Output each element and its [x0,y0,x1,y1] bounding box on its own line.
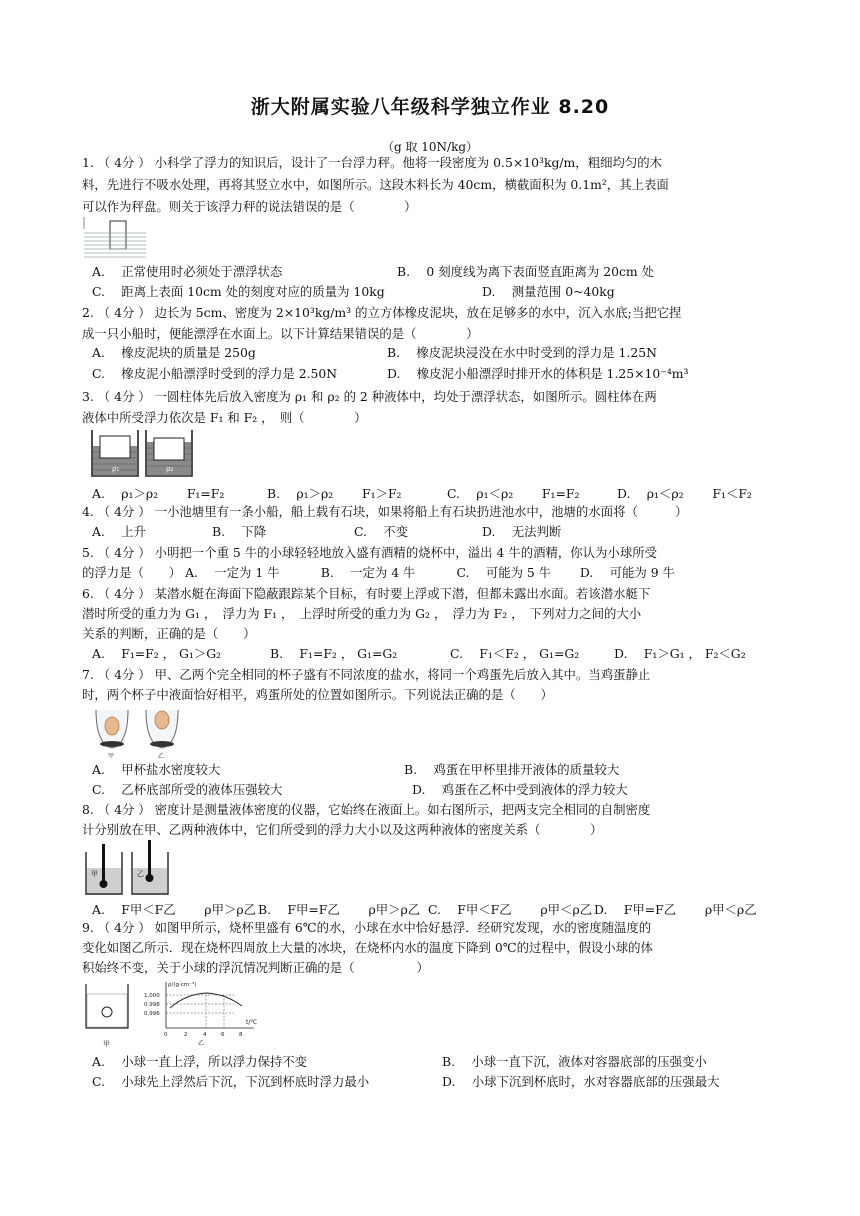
y-tick-0996: 0.996 [144,1011,160,1017]
water-density-vs-temperature-chart [144,981,257,1047]
hydrometer-beakers-figure [82,838,174,898]
question-8-options [92,900,792,920]
question-2-options-row-1 [92,343,792,363]
x-tick-0: 0 [164,1032,168,1038]
question-1-line-1: 1. （ 4分 ） 小科学了浮力的知识后，设计了一台浮力秤。他将一段密度为 0.5×10³kg/m，粗细均匀的木 [82,155,663,170]
q2-option-c[interactable]: C. 橡皮泥小船漂浮时受到的浮力是 2.50N [92,366,338,381]
q3-option-a[interactable]: A. ρ₁＞ρ₂ F₁=F₂ [92,486,225,501]
question-7-line-2: 时，两个杯子中液面恰好相平，鸡蛋所处的位置如图所示。下列说法正确的是（ ） [82,687,553,702]
question-6-options [92,644,792,664]
q9-option-d[interactable]: D. 小球下沉到杯底时，水对容器底部的压强最大 [442,1074,720,1089]
y-tick-0998: 0.998 [144,1002,160,1008]
question-3-options [92,484,792,504]
q1-option-a[interactable]: A. 正常使用时必须处于漂浮状态 [92,264,283,279]
question-2-line-2: 成一只小船时，便能漂浮在水面上。以下计算结果错误的是（ ） [82,326,479,341]
figure-yi-label: 乙 [198,1040,205,1047]
cup-yi-label: 乙 [158,753,165,760]
q9-option-a[interactable]: A. 小球一直上浮，所以浮力保持不变 [92,1054,308,1069]
q1-option-b[interactable]: B. 0 刻度线为离下表面竖直距离为 20cm 处 [397,264,654,279]
x-axis-label: t/℃ [246,1019,258,1026]
q4-option-d[interactable]: D. 无法判断 [482,524,562,539]
q9-option-b[interactable]: B. 小球一直下沉，液体对容器底部的压强变小 [442,1054,707,1069]
worksheet-subtitle: （g 取 10N/kg） [381,140,479,154]
q4-option-c[interactable]: C. 不变 [354,524,409,539]
question-1-line-2: 料，先进行不吸水处理，再将其竖立水中，如图所示。这段木料长为 40cm，横截面积为 0.1m²，其上表面 [82,177,669,192]
question-6-line-3: 关系的判断，正确的是（ ） [82,626,256,641]
ball-beaker-figure-jia [82,978,262,1054]
question-4-line-1: 4. （ 4分 ） 一小池塘里有一条小船，船上载有石块，如果将船上有石块扔进池水中，池塘的水面将（ ） [82,504,688,519]
q1-option-c[interactable]: C. 距离上表面 10cm 处的刻度对应的质量为 10kg [92,284,385,299]
rho1-label: ρ₁ [112,465,120,473]
q4-option-b[interactable]: B. 下降 [212,524,267,539]
question-2-line-1: 2. （ 4分 ） 边长为 5cm、密度为 2×10³kg/m³ 的立方体橡皮泥块，放在足够多的水中，沉入水底;当把它捏 [82,305,682,320]
q3-option-c[interactable]: C. ρ₁＜ρ₂ F₁=F₂ [447,486,580,501]
question-1-options-row-2 [92,282,792,302]
question-7-options-row-2 [92,780,792,800]
q7-option-d[interactable]: D. 鸡蛋在乙杯中受到液体的浮力较大 [412,782,628,797]
egg-in-salt-water-figure [90,704,190,760]
q3-option-d[interactable]: D. ρ₁＜ρ₂ F₁＜F₂ [617,486,752,501]
q9-option-c[interactable]: C. 小球先上浮然后下沉，下沉到杯底时浮力最小 [92,1074,370,1089]
question-6-line-1: 6. （ 4分 ） 某潜水艇在海面下隐蔽跟踪某个目标，有时要上浮或下潜，但都未露出水面。若该潜水艇下 [82,586,651,601]
q4-option-a[interactable]: A. 上升 [92,524,146,539]
y-axis-label: ρ/(g·cm⁻³) [168,982,197,988]
q2-option-d[interactable]: D. 橡皮泥小船漂浮时排开水的体积是 1.25×10⁻⁴m³ [387,366,689,381]
question-5-line-2: 的浮力是（ ） A. 一定为 1 牛 B. 一定为 4 牛 C. 可能为 5 牛 D. 可能为 9 牛 [82,565,675,580]
beaker-yi-label: 乙 [137,870,144,878]
question-1-options-row-1 [92,262,792,282]
q7-option-b[interactable]: B. 鸡蛋在甲杯里排开液体的质量较大 [404,762,620,777]
question-3-line-2: 液体中所受浮力依次是 F₁ 和 F₂ ， 则（ ） [82,410,367,425]
rho2-label: ρ₂ [166,465,174,473]
worksheet-title: 浙大附属实验八年级科学独立作业 8.20 [250,96,610,118]
question-9-options-row-2 [92,1072,792,1092]
question-3-line-1: 3. （ 4分 ） 一圆柱体先后放入密度为 ρ₁ 和 ρ₂ 的 2 种液体中，均处于漂浮状态，如图所示。圆柱体在两 [82,389,657,404]
question-5-line-1: 5. （ 4分 ） 小明把一个重 5 牛的小球轻轻地放入盛有酒精的烧杯中，溢出 4 牛的酒精，你认为小球所受 [82,545,657,560]
x-tick-6: 6 [221,1032,225,1038]
x-tick-2: 2 [184,1032,188,1038]
q3-option-b[interactable]: B. ρ₁＞ρ₂ F₁＞F₂ [267,486,402,501]
question-1-line-3: 可以作为秤盘。则关于该浮力秤的说法错误的是（ ） [82,199,417,214]
question-8-line-2: 计分别放在甲、乙两种液体中，它们所受到的浮力大小以及这两种液体的密度关系（ ） [82,822,603,837]
q6-option-a[interactable]: A. F₁=F₂ ， G₁＞G₂ [92,646,222,661]
beaker-jia-label: 甲 [91,870,98,878]
x-tick-4: 4 [203,1032,207,1038]
cup-jia-label: 甲 [108,753,115,760]
question-7-options-row-1 [92,760,792,780]
q1-option-d[interactable]: D. 测量范围 0~40kg [482,284,615,299]
question-9-line-3: 积始终不变，关于小球的浮沉情况判断正确的是（ ） [82,960,429,975]
figure-jia-label: 甲 [103,1040,110,1048]
q7-option-c[interactable]: C. 乙杯底部所受的液体压强较大 [92,782,283,797]
question-9-line-1: 9. （ 4分 ） 如图甲所示，烧杯里盛有 6℃的水，小球在水中恰好悬浮．经研究发现，水的密度随温度的 [82,920,652,935]
question-2-options-row-2 [92,364,792,384]
q6-option-c[interactable]: C. F₁＜F₂ ， G₁=G₂ [450,646,580,661]
q2-option-a[interactable]: A. 橡皮泥块的质量是 250g [92,345,256,360]
question-9-options-row-1 [92,1052,792,1072]
q8-option-b[interactable]: B. F甲=F乙 ρ甲＞ρ乙 [258,902,421,917]
q2-option-b[interactable]: B. 橡皮泥块浸没在水中时受到的浮力是 1.25N [387,345,657,360]
cylinder-floating-beakers-figure [88,426,198,481]
q8-option-d[interactable]: D. F甲=F乙 ρ甲＜ρ乙 [594,902,757,917]
question-8-line-1: 8. （ 4分 ） 密度计是测量液体密度的仪器，它始终在液面上。如右图所示，把两支完全相同的自制密度 [82,802,651,817]
question-6-line-2: 潜时所受的重力为 G₁ ， 浮力为 F₁ ， 上浮时所受的重力为 G₂ ， 浮力为 F₂ ， 下列对力之间的大小 [82,606,642,621]
question-4-options [92,522,792,542]
q8-option-c[interactable]: C. F甲＜F乙 ρ甲＜ρ乙 [428,902,593,917]
question-7-line-1: 7. （ 4分 ） 甲、乙两个完全相同的杯子盛有不同浓度的盐水，将同一个鸡蛋先后放入其中。当鸡蛋静止 [82,667,651,682]
q6-option-d[interactable]: D. F₁＞G₁ ， F₂＜G₂ [614,646,746,661]
question-9-line-2: 变化如图乙所示．现在烧杯四周放上大量的冰块，在烧杯内水的温度下降到 0℃的过程中，假设小球的体 [82,940,653,955]
q8-option-a[interactable]: A. F甲＜F乙 ρ甲＞ρ乙 [92,902,257,917]
q7-option-a[interactable]: A. 甲杯盐水密度较大 [92,762,221,777]
x-tick-8: 8 [239,1032,243,1038]
q6-option-b[interactable]: B. F₁=F₂ ， G₁=G₂ [270,646,398,661]
y-tick-1000: 1.000 [144,993,160,999]
floating-wood-scale-figure [82,215,148,259]
